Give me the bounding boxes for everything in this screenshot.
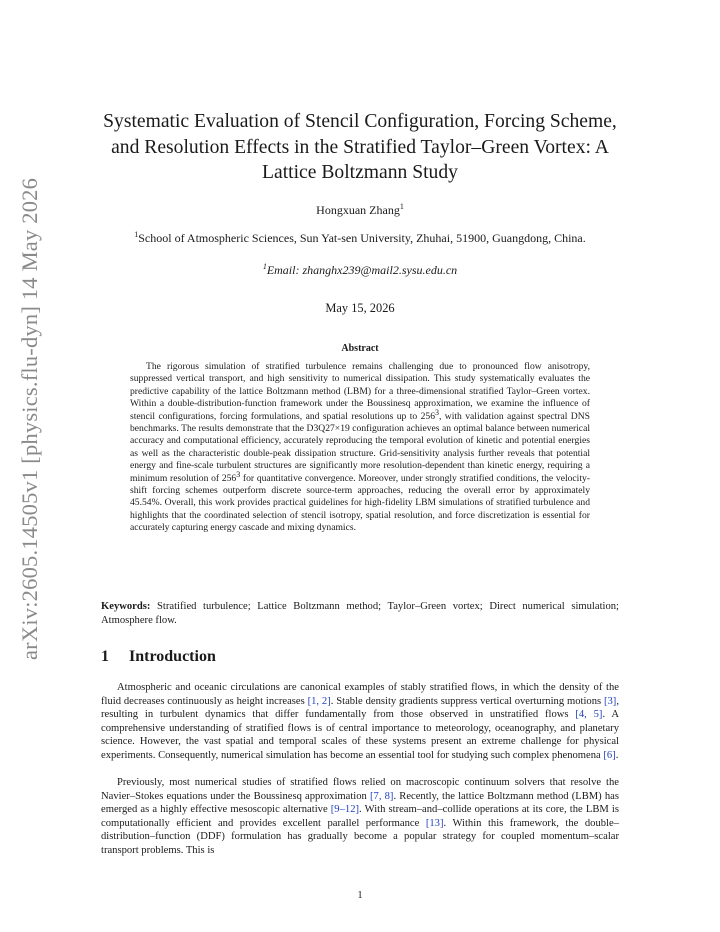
paragraph-text: . Recently, the lattice Boltzmann method (LBM) has emerged as a highly effective mesoscopic alternative xyxy=(101,790,619,815)
abstract-heading: Abstract xyxy=(341,343,379,354)
citation-link[interactable]: [1, 2] xyxy=(307,695,331,707)
intro-paragraph-1 xyxy=(101,681,619,762)
citation-link[interactable]: [13] xyxy=(425,817,444,829)
intro-paragraph-2 xyxy=(101,776,619,857)
author-line xyxy=(101,202,619,218)
paragraph-text: . xyxy=(615,749,619,761)
abstract-text-3: for quantitative convergence. Moreover, under strongly stratified conditions, the velocity-shift forcing schemes outperform discrete source-term approaches, reducing the overall error by approximately 45.54%. Overall, this work provides practical guidelines for high-fidelity LBM simulations of stratified turbulence and highlights that the coordinated selection of stencil isotropy, spatial resolution, and force discretization is essential for accurately capturing energy cascade and mixing dynamics. xyxy=(130,472,590,534)
paragraph-text: . A comprehensive understanding of stratified flows is of central importance to meteorology, oceanography, and planetary science. However, the vast spatial and temporal scales of these systems present an extreme challenge for physical experiments. Consequently, numerical simulation has become an essential tool for studying such complex phenomena xyxy=(101,709,619,761)
abstract-superscript-2: 3 xyxy=(236,469,241,479)
abstract-text-2: , with validation against spectral DNS benchmarks. The results demonstrate that the D3Q27×19 configuration achieves an optimal balance between numerical accuracy and computational efficiency, accurately reproducing the temporal evolution of kinetic and potential energies as well as the characteristic double-peak dissipation structure. Grid-sensitivity analysis further reveals that potential energy and fine-scale turbulent structures are significantly more resolution-dependent than kinetic energy, requiring a minimum resolution of 256 xyxy=(130,410,590,484)
abstract-body xyxy=(130,361,590,535)
section-heading xyxy=(101,648,619,666)
keywords xyxy=(101,600,619,628)
affiliation-text: School of Atmospheric Sciences, Sun Yat-sen University, Zhuhai, 51900, Guangdong, China. xyxy=(138,231,586,245)
email-mark: 1 xyxy=(262,262,267,271)
arxiv-identifier-stamp: arXiv:2605.14505v1 [physics.flu-dyn] 14 May 2026 xyxy=(17,177,42,660)
citation-link[interactable]: [6] xyxy=(603,749,616,761)
paragraph-text: Atmospheric and oceanic circulations are canonical examples of stably stratified flows, in which the density of the fluid decreases continuously as height increases xyxy=(101,682,619,707)
page-number: 1 xyxy=(357,890,363,901)
paragraph-text: . With stream–and–collide operations at its core, the LBM is computationally efficient and provides excellent parallel performance xyxy=(101,804,619,829)
citation-link[interactable]: [9–12] xyxy=(330,804,360,815)
abstract-text-1: The rigorous simulation of stratified turbulence remains challenging due to pronounced flow anisotropy, suppressed vertical transport, and high sensitivity to numerical dissipation. This study systematically evaluates the predictive capability of the lattice Boltzmann method (LBM) for a three-dimensional stratified Taylor–Green vortex. Within a double-distribution-function framework under the Boussinesq approximation, we examine the influence of stencil configurations, forcing formulations, and spatial resolutions up to 256 xyxy=(130,361,590,422)
author-name: Hongxuan Zhang xyxy=(316,203,400,217)
email-text: Email: zhanghx239@mail2.sysu.edu.cn xyxy=(266,263,458,277)
keywords-text: Stratified turbulence; Lattice Boltzmann method; Taylor–Green vortex; Direct numerical simulation; Atmosphere flow. xyxy=(101,601,619,627)
affiliation xyxy=(101,230,619,246)
paragraph-text: , resulting in turbulent dynamics that differ fundamentally from those observed in unstratified flows xyxy=(101,695,619,720)
author-affiliation-mark: 1 xyxy=(399,202,404,211)
section-title: Introduction xyxy=(129,648,216,665)
email-line xyxy=(101,262,619,278)
paragraph-text: . Stable density gradients suppress vertical overturning motions xyxy=(330,695,604,707)
keywords-label: Keywords: xyxy=(101,601,151,612)
paper-title: Systematic Evaluation of Stencil Configuration, Forcing Scheme, and Resolution Effects in the Stratified Taylor–Green Vortex: A Lattice Boltzmann Study xyxy=(103,111,617,183)
section-number: 1 xyxy=(101,648,109,665)
paragraph-text: Previously, most numerical studies of stratified flows relied on macroscopic continuum solvers that resolve the Navier–Stokes equations under the Boussinesq approximation xyxy=(101,777,619,802)
citation-link[interactable]: [7, 8] xyxy=(370,790,394,802)
citation-link[interactable]: [4, 5] xyxy=(575,709,603,720)
citation-link[interactable]: [3] xyxy=(603,695,617,707)
paragraph-text: . Within this framework, the double–distribution–function (DDF) formulation has gradually become a popular strategy for coupled momentum–scalar transport problems. This is xyxy=(101,817,619,856)
affiliation-mark: 1 xyxy=(134,230,139,239)
paper-date: May 15, 2026 xyxy=(325,301,395,315)
abstract-superscript-1: 3 xyxy=(435,407,439,417)
